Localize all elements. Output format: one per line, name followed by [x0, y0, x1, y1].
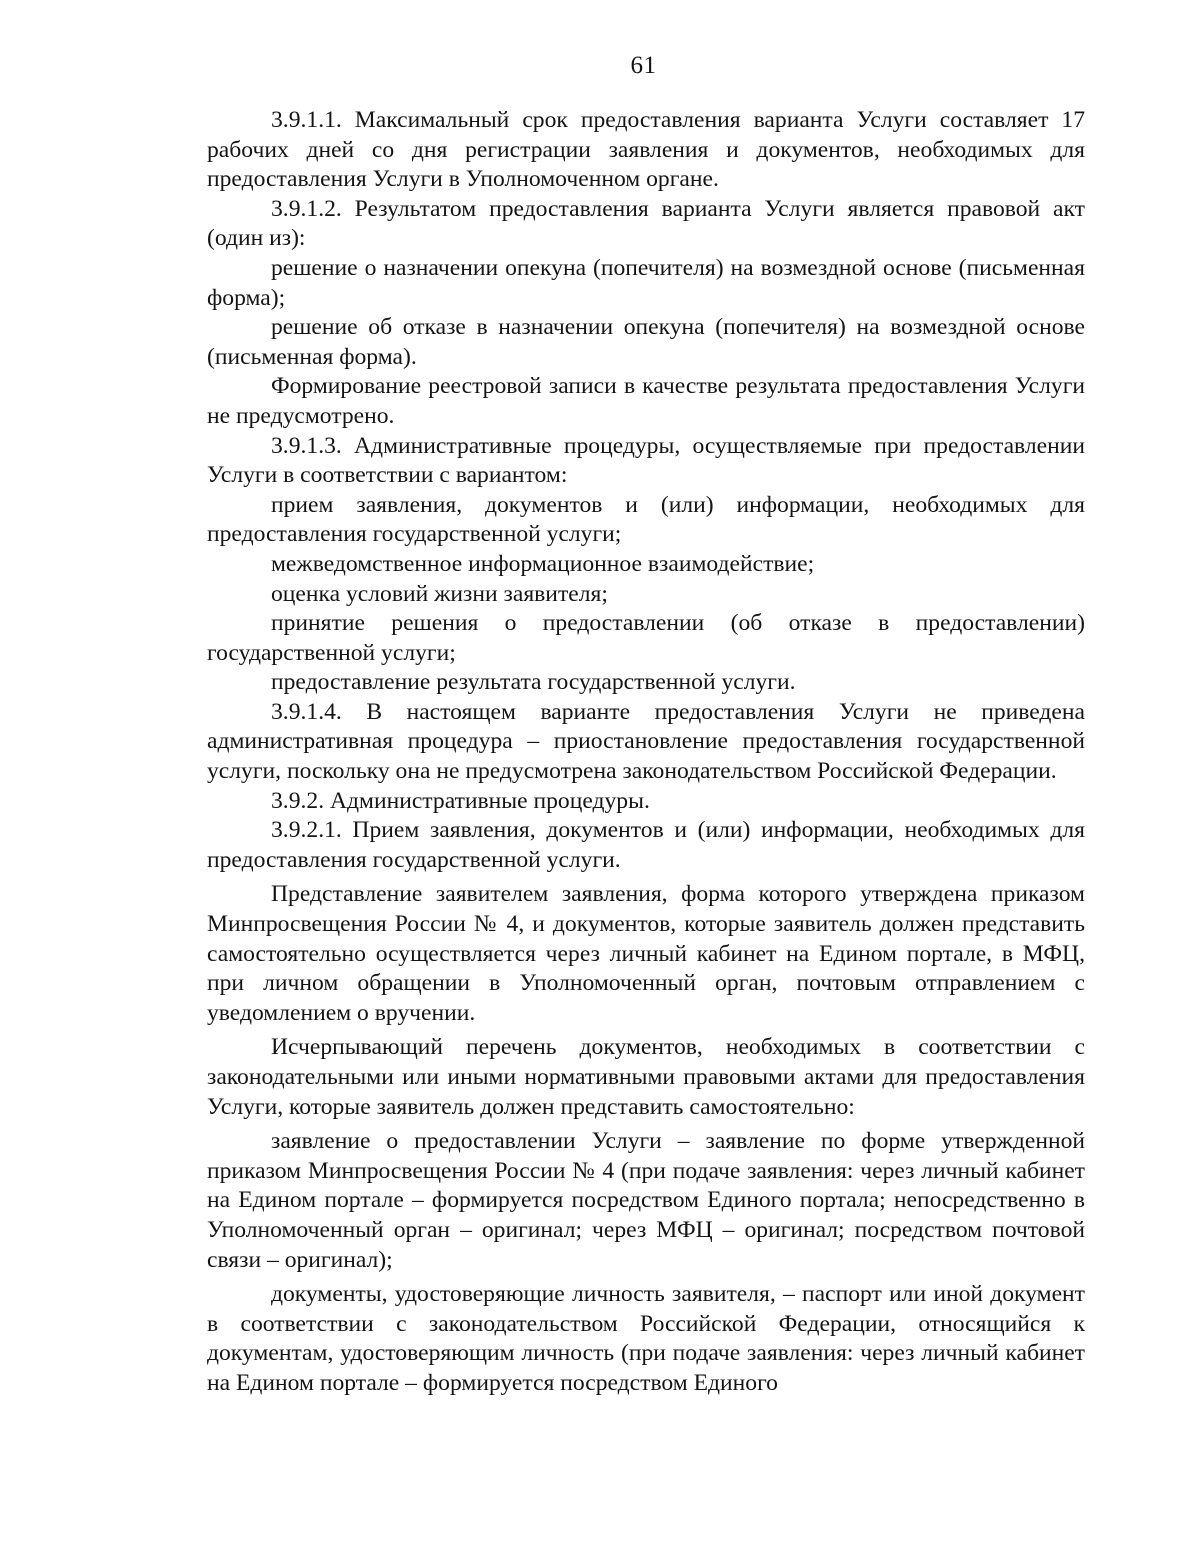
- paragraph-3-9-1-3: 3.9.1.3. Административные процедуры, осуществляемые при предоставлении Услуги в соответствии с вариантом:: [207, 432, 1085, 489]
- list-item-application-intake: прием заявления, документов и (или) информации, необходимых для предоставления государственной услуги;: [207, 491, 1085, 548]
- list-item-result-delivery: предоставление результата государственной услуги.: [271, 669, 796, 696]
- paragraph-submission-methods: Представление заявителем заявления, форма которого утверждена приказом Минпросвещения России № 4, и документов, которые заявитель должен представить самостоятельно осуществляется через личный кабинет на Едином портале, в МФЦ, при личном обращении в Уполномоченный орган, почтовым отправлением с уведомлением о вручении.: [207, 881, 1085, 1026]
- paragraph-document-list: Исчерпывающий перечень документов, необходимых в соответствии с законодательными или иными нормативными правовыми актами для предоставления Услуги, которые заявитель должен представить самостоятельно:: [207, 1034, 1085, 1120]
- document-body: [207, 106, 1085, 1399]
- list-item-application-form: заявление о предоставлении Услуги – заявление по форме утвержденной приказом Минпросвещения России № 4 (при подаче заявления: через личный кабинет на Едином портале – формируется посредством Единого портала; непосредственно в Уполномоченный орган – оригинал; через МФЦ – оригинал; посредством почтовой связи – оригинал);: [207, 1128, 1085, 1273]
- paragraph-3-9-1-1: 3.9.1.1. Максимальный срок предоставления варианта Услуги составляет 17 рабочих дней со дня регистрации заявления и документов, необходимых для предоставления Услуги в Уполномоченном органе.: [207, 107, 1085, 193]
- list-item-living-conditions: оценка условий жизни заявителя;: [271, 580, 608, 607]
- paragraph-3-9-2-1: 3.9.2.1. Прием заявления, документов и (или) информации, необходимых для предоставления государственной услуги.: [207, 817, 1085, 873]
- paragraph-3-9-1-2: 3.9.1.2. Результатом предоставления варианта Услуги является правовой акт (один из):: [207, 195, 1085, 252]
- list-item-decision: принятие решения о предоставлении (об отказе в предоставлении) государственной услуги;: [207, 610, 1085, 666]
- list-item-identity-documents: документы, удостоверяющие личность заявителя, – паспорт или иной документ в соответствии с законодательством Российской Федерации, относящийся к документам, удостоверяющим личность (при подаче заявления: через личный кабинет на Едином портале – формируется посредством Единого: [207, 1281, 1085, 1396]
- paragraph-3-9-1-4: 3.9.1.4. В настоящем варианте предоставления Услуги не приведена административная процедура – приостановление предоставления государственной услуги, поскольку она не предусмотрена законодательством Российской Федерации.: [207, 698, 1085, 785]
- page-number: 61: [630, 52, 657, 79]
- paragraph-registry-record: Формирование реестровой записи в качестве результата предоставления Услуги не предусмотрено.: [207, 373, 1085, 429]
- list-item-appointment-decision: решение о назначении опекуна (попечителя) на возмездной основе (письменная форма);: [207, 254, 1085, 311]
- list-item-interagency-interaction: межведомственное информационное взаимодействие;: [271, 550, 815, 577]
- list-item-refusal-decision: решение об отказе в назначении опекуна (попечителя) на возмездной основе (письменная форма).: [207, 314, 1085, 370]
- paragraph-3-9-2: 3.9.2. Административные процедуры.: [271, 787, 650, 814]
